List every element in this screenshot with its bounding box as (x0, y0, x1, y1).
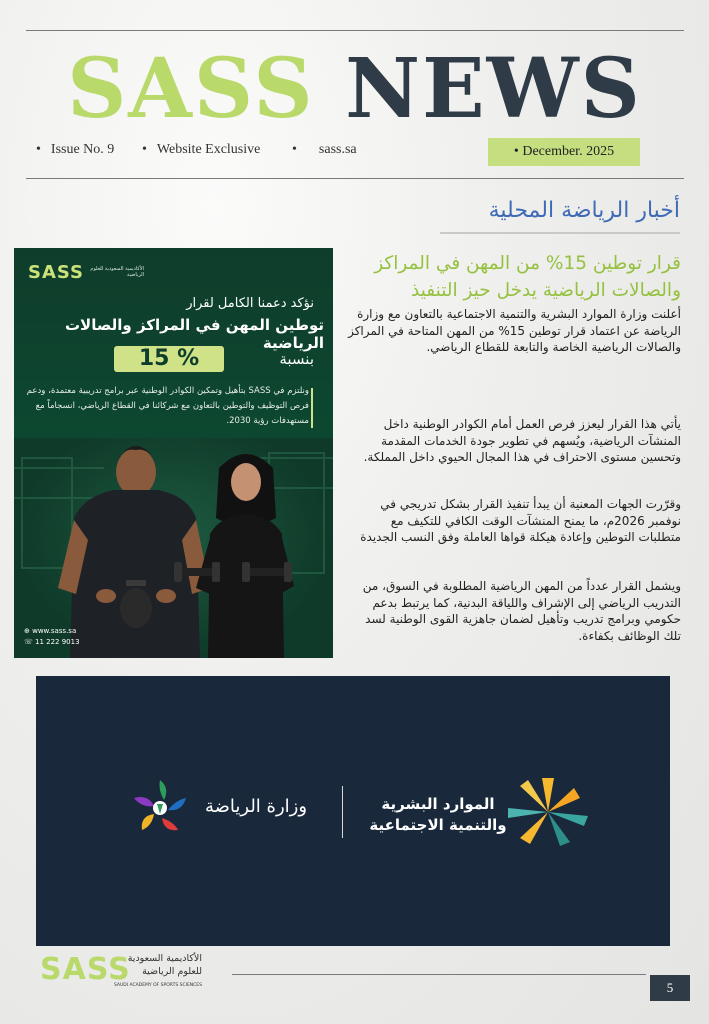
poster-percent-row (114, 346, 314, 372)
article-headline: قرار توطين 15% من المهن في المراكز والصالات الرياضية يدخل حيز التنفيذ (374, 253, 681, 301)
top-rule (26, 30, 684, 31)
article-paragraph-2: يأتي هذا القرار ليعزز فرص العمل أمام الكوادر الوطنية داخل المنشآت الرياضية، ويُسهم في تطوير جودة الخدمات المقدمة وتحسين مستوى الاحتراف في هذا المجال الحيوي داخل المملكة. (363, 417, 681, 464)
poster-website[interactable]: ⊕ www.sass.sa (24, 627, 77, 635)
section-title: أخبار الرياضة المحلية (488, 198, 680, 223)
article-paragraph-1: أعلنت وزارة الموارد البشرية والتنمية الاجتماعية بالتعاون مع وزارة الرياضة عن اعتماد قرار توطين 15% من المهن المتاحة في المراكز والصالات الرياضية الخاصة والتابعة للقطاع الرياضي. (348, 307, 681, 354)
header-rule (26, 178, 684, 179)
campaign-poster (14, 248, 333, 658)
poster-support-line: نؤكد دعمنا الكامل لقرار (186, 296, 314, 311)
article-paragraph-3: وقرّرت الجهات المعنية أن يبدأ تنفيذ القرار بشكل تدريجي في نوفمبر 2026م، ما يمنح المنشآت الوقت الكافي للتكيف مع متطلبات التوطين وإعادة هيكلة قواها العاملة وفق النسب الجديدة (360, 497, 681, 544)
hr-ministry-name: الموارد البشرية والتنمية الاجتماعية (369, 795, 507, 834)
sport-ministry-name: وزارة الرياضة (204, 796, 308, 817)
issue-date: • December. 2025 (488, 138, 640, 166)
footer-academy-name-en: SAUDI ACADEMY OF SPORTS SCIENCES (113, 983, 202, 988)
page-number: 5 (650, 975, 690, 1001)
footer-academy-name-ar: الأكاديمية السعودية للعلوم الرياضية (127, 953, 202, 977)
masthead (0, 41, 709, 137)
footer-rule (232, 974, 646, 975)
athletes-illustration (14, 438, 333, 658)
issue-number: • Issue No. 9 (36, 142, 115, 157)
ministries-banner (36, 676, 670, 946)
athletes-photo (14, 438, 333, 658)
poster-accent-bar (311, 388, 313, 428)
poster-headline: توطين المهن في المراكز والصالات الرياضية (64, 316, 324, 352)
logo-divider (342, 786, 343, 838)
poster-contact (24, 626, 80, 648)
poster-percent-value: 15 % (114, 346, 224, 372)
poster-commitment-text: ونلتزم في SASS بتأهيل وتمكين الكوادر الوطنية عبر برامج تدريبية معتمدة، ودعم فرص التوظيف والتوطين بالتعاون مع شركائنا في القطاع الرياضي، انسجاماً مع مستهدفات رؤية 2030. (26, 386, 309, 426)
section-underline (440, 232, 680, 234)
sport-ministry-logo-icon (124, 776, 196, 840)
masthead-sass: SASS (67, 41, 315, 137)
website-exclusive: • Website Exclusive (142, 142, 261, 157)
article-paragraph-4: ويشمل القرار عدداً من المهن الرياضية المطلوبة في السوق، من التدريب الرياضي إلى الإشراف واللياقة البدنية، كما يرتبط بدعم حكومي وبرامج تدريب وتأهيل لضمان جاهزية القوى الوطنية لسد تلك الوظائف بكفاءة. (362, 579, 681, 643)
poster-logo: SASS (28, 262, 85, 283)
poster-phone: ☏ 11 222 9013 (24, 638, 80, 646)
male-athlete (58, 446, 210, 658)
masthead-news: NEWS (345, 41, 642, 137)
site-url[interactable]: • sass.sa (292, 142, 357, 157)
footer-logo: SASS (40, 952, 131, 987)
poster-percent-label: بنسبة (279, 350, 314, 368)
poster-logo-subtitle: الأكاديمية السعودية للعلوم الرياضية (90, 266, 144, 278)
